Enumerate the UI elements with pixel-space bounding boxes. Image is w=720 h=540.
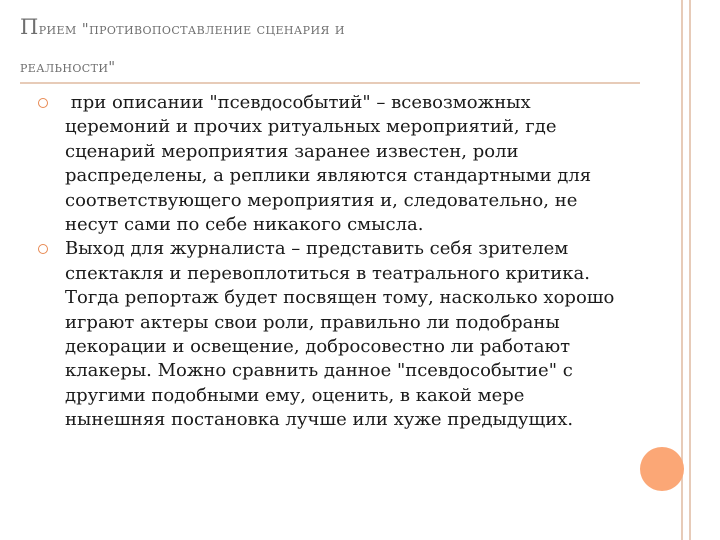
bullet-line: клакеры. Можно сравнить данное "псевдособытие" с [65, 360, 573, 382]
bullet-line: нынешняя постановка лучше или хуже предыдущих. [65, 409, 574, 431]
frame-line-right [689, 0, 691, 540]
bullet-line: декорации и освещение, добросовестно ли работают [65, 336, 571, 358]
bullet-item [38, 237, 668, 432]
bullet-line: Тогда репортаж будет посвящен тому, насколько хорошо [65, 287, 615, 309]
bullet-ring-icon [38, 244, 48, 254]
title-underline [20, 82, 640, 84]
bullet-line: Выход для журналиста – представить себя зрителем [65, 238, 569, 260]
bullet-line: сценарий мероприятия заранее известен, роли [65, 140, 519, 162]
title-line-2: реальности" [20, 58, 116, 76]
bullet-line: другими подобными ему, оценить, в какой мере [65, 384, 525, 406]
bullet-line: при описании "псевдособытий" – всевозможных [65, 92, 531, 113]
bullet-line: соответствующего мероприятия и, следовательно, не [65, 189, 578, 211]
title-first-letter: П [20, 15, 39, 39]
bullet-line: несут сами по себе никакого смысла. [65, 214, 424, 236]
circle-ornament [640, 447, 684, 491]
bullet-line: распределены, а реплики являются стандартными для [65, 165, 592, 187]
bullet-line: церемоний и прочих ритуальных мероприятий, где [65, 116, 557, 138]
slide-title [20, 8, 660, 86]
bullet-item [38, 91, 668, 237]
bullet-line: спектакля и перевоплотиться в театрального критика. [65, 262, 590, 284]
title-line-1 [20, 8, 660, 48]
bullet-list [38, 91, 668, 433]
bullet-ring-icon [38, 98, 48, 108]
title-rest: рием "противопоставление сценария и [38, 20, 345, 38]
bullet-line: играют актеры свои роли, правильно ли подобраны [65, 311, 560, 333]
